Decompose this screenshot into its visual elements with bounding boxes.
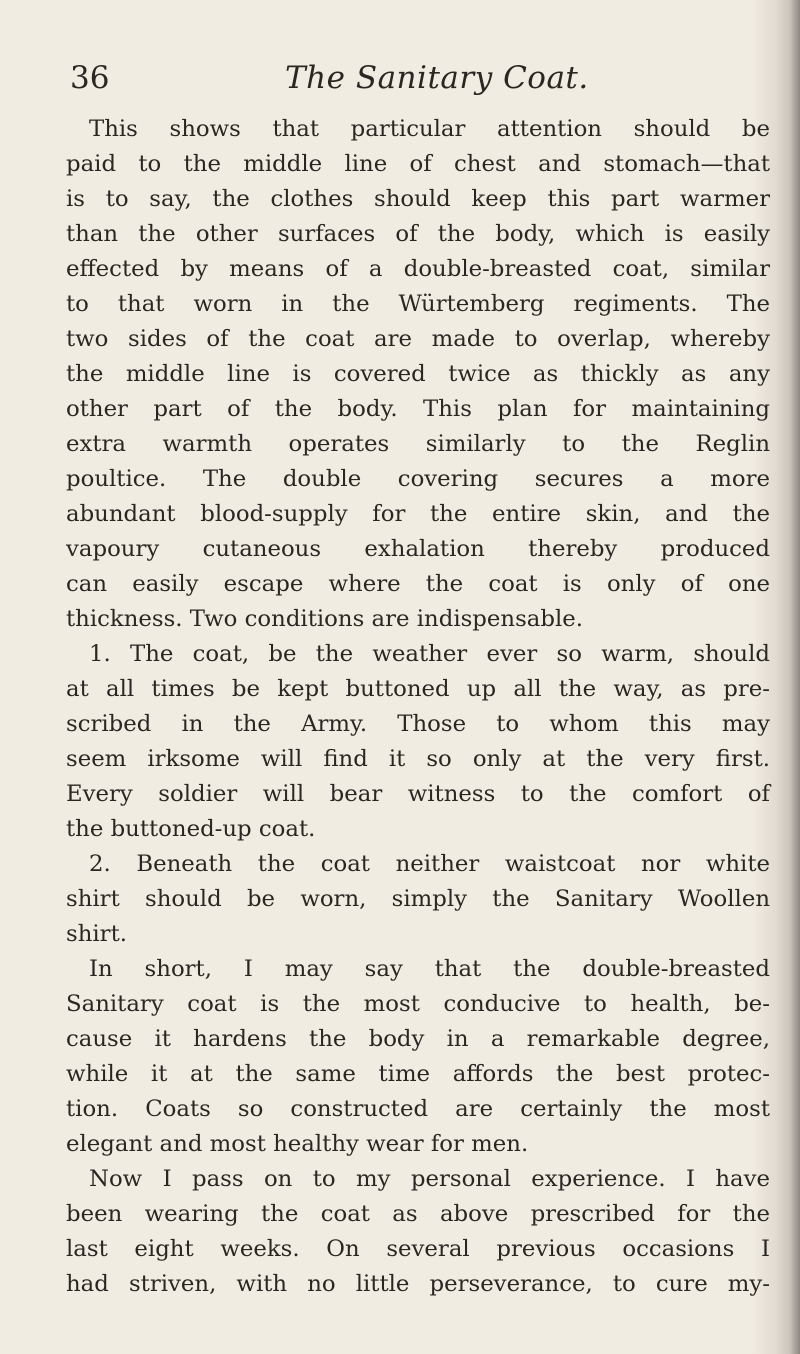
text-line: the buttoned-up coat. <box>66 816 316 842</box>
text-line: elegant and most healthy wear for men. <box>66 1131 529 1157</box>
text-line: 2. Beneath the coat neither waistcoat nor white <box>89 851 770 877</box>
text-line: This shows that particular attention should be <box>89 116 770 142</box>
text-line: Sanitary coat is the most conducive to health, be- <box>66 991 770 1017</box>
text-line: shirt. <box>66 921 127 947</box>
text-line: two sides of the coat are made to overlap, whereby <box>66 326 770 352</box>
body-text <box>66 112 770 1302</box>
text-line: effected by means of a double-breasted coat, similar <box>66 256 770 282</box>
text-line: paid to the middle line of chest and stomach—that <box>66 151 770 177</box>
page-edge-shadow <box>790 0 800 1354</box>
text-line: cause it hardens the body in a remarkable degree, <box>66 1026 770 1052</box>
text-line: thickness. Two conditions are indispensable. <box>66 606 583 632</box>
page-number: 36 <box>70 60 110 96</box>
text-line: abundant blood-supply for the entire skin, and the <box>66 501 770 527</box>
text-line: can easily escape where the coat is only of one <box>66 571 770 597</box>
text-line: Now I pass on to my personal experience. I have <box>89 1166 770 1192</box>
page-header <box>70 58 738 98</box>
text-line: vapoury cutaneous exhalation thereby produced <box>66 536 770 562</box>
text-line: last eight weeks. On several previous occasions I <box>66 1236 770 1262</box>
text-line: tion. Coats so constructed are certainly the most <box>66 1096 770 1122</box>
text-line: is to say, the clothes should keep this part warmer <box>66 186 770 212</box>
text-line: extra warmth operates similarly to the Reglin <box>66 431 770 457</box>
text-line: at all times be kept buttoned up all the way, as pre- <box>66 676 770 702</box>
text-line: 1. The coat, be the weather ever so warm, should <box>89 641 770 667</box>
running-title: The Sanitary Coat. <box>285 60 589 96</box>
text-line: than the other surfaces of the body, which is easily <box>66 221 770 247</box>
text-line: been wearing the coat as above prescribed for the <box>66 1201 770 1227</box>
text-line: to that worn in the Würtemberg regiments. The <box>66 291 770 317</box>
text-line: shirt should be worn, simply the Sanitary Woollen <box>66 886 770 912</box>
text-line: scribed in the Army. Those to whom this may <box>66 711 770 737</box>
text-line: other part of the body. This plan for maintaining <box>66 396 770 422</box>
text-line: had striven, with no little perseverance, to cure my- <box>66 1271 770 1297</box>
text-line: seem irksome will find it so only at the very first. <box>66 746 770 772</box>
text-line: In short, I may say that the double-breasted <box>89 956 770 982</box>
text-line: poultice. The double covering secures a more <box>66 466 770 492</box>
text-line: the middle line is covered twice as thickly as any <box>66 361 770 387</box>
text-line: Every soldier will bear witness to the comfort of <box>66 781 770 807</box>
text-line: while it at the same time affords the best protec- <box>66 1061 770 1087</box>
